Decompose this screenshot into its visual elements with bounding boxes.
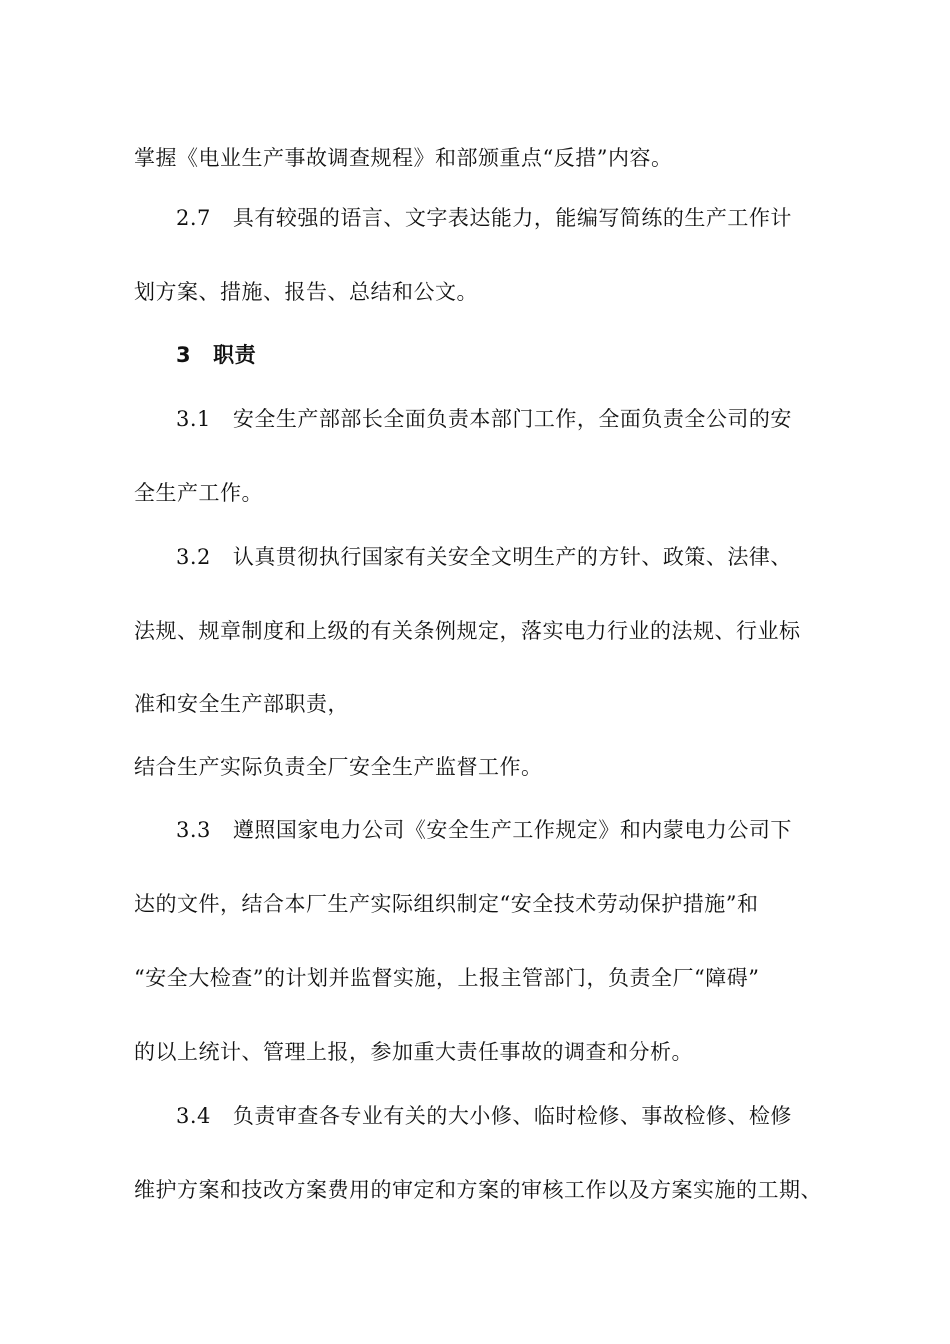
section-number: 3.3 (176, 818, 211, 842)
line-text: 达的文件，结合本厂生产实际组织制定“安全技术劳动保护措施”和 (134, 892, 759, 916)
line-text: 的以上统计、管理上报，参加重大责任事故的调查和分析。 (134, 1040, 693, 1064)
text-line (134, 1175, 822, 1205)
line-text: 安全生产部部长全面负责本部门工作，全面负责全公司的安 (232, 407, 792, 431)
text-line (134, 689, 349, 719)
section-number: 3.4 (176, 1104, 211, 1128)
line-text: 准和安全生产部职责， (134, 692, 349, 716)
text-line (134, 277, 478, 307)
line-text: 遵照国家电力公司《安全生产工作规定》和内蒙电力公司下 (232, 818, 792, 842)
line-text: 结合生产实际负责全厂安全生产监督工作。 (134, 755, 543, 779)
text-line (134, 1037, 693, 1067)
line-text: 具有较强的语言、文字表达能力，能编写简练的生产工作计 (232, 206, 792, 230)
heading-text: 职责 (213, 343, 257, 367)
section-number: 3.1 (176, 407, 211, 431)
text-line (134, 889, 758, 919)
section-number: 3 (176, 343, 192, 367)
numbered-paragraph (176, 542, 792, 572)
section-number: 2.7 (176, 206, 211, 230)
line-text: 法规、规章制度和上级的有关条例规定，落实电力行业的法规、行业标 (134, 619, 801, 643)
numbered-paragraph (176, 203, 792, 233)
section-number: 3.2 (176, 545, 211, 569)
text-line (134, 616, 801, 646)
text-line (134, 478, 263, 508)
text-line (134, 752, 543, 782)
line-text: 认真贯彻执行国家有关安全文明生产的方针、政策、法律、 (232, 545, 792, 569)
numbered-paragraph (176, 1101, 792, 1131)
text-line (134, 143, 672, 173)
line-text: 负责审查各专业有关的大小修、临时检修、事故检修、检修 (232, 1104, 792, 1128)
line-text: 全生产工作。 (134, 481, 263, 505)
line-text: 维护方案和技改方案费用的审定和方案的审核工作以及方案实施的工期、 (134, 1178, 822, 1202)
line-text: “安全大检查”的计划并监督实施，上报主管部门，负责全厂“障碍” (134, 966, 760, 990)
numbered-paragraph (176, 815, 792, 845)
line-text: 划方案、措施、报告、总结和公文。 (134, 280, 478, 304)
line-text: 掌握《电业生产事故调查规程》和部颁重点“反措”内容。 (134, 146, 673, 170)
numbered-paragraph (176, 404, 792, 434)
text-line (134, 963, 759, 993)
section-heading (176, 340, 256, 370)
